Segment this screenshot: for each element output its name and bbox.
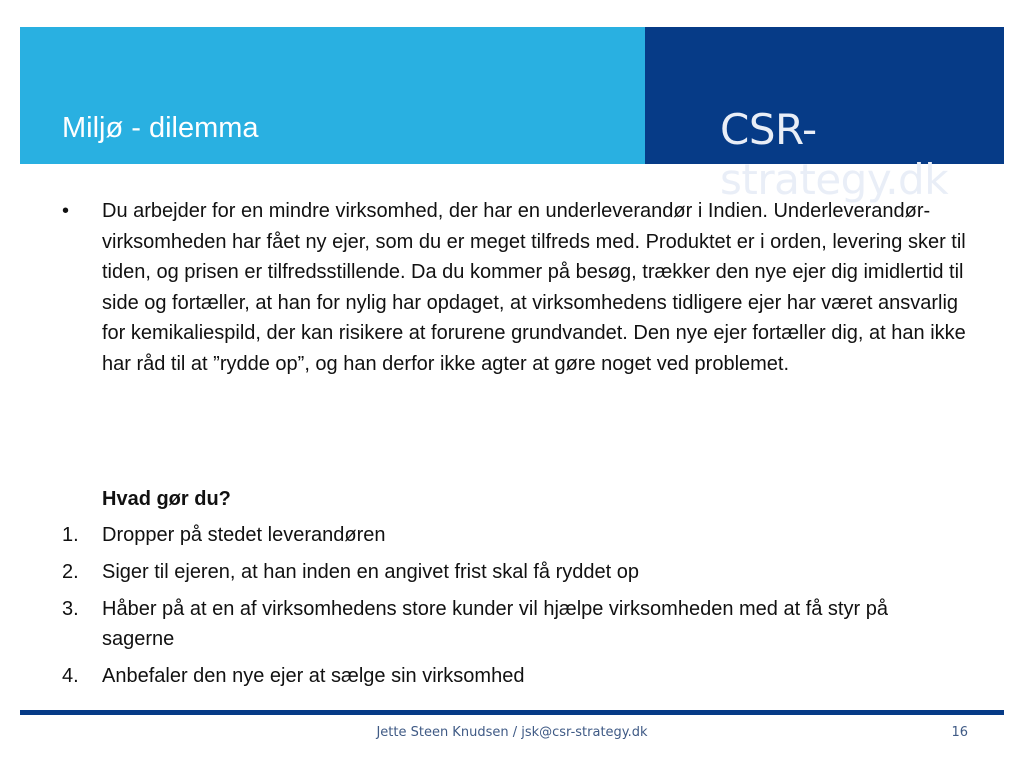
option-text: Dropper på stedet leverandøren bbox=[102, 524, 386, 546]
question-heading: Hvad gør du? bbox=[102, 488, 231, 510]
dilemma-paragraph: Du arbejder for en mindre virksomhed, der har en underleverandør i Indien. Underleverandør-virksomheden har fået ny ejer, som du er meget tilfreds med. Produktet er i orden, levering sker til tiden, og prisen er tilfredsstillende. Da du kommer på besøg, trækker den nye ejer dig imidlertid til side og fortæller, at han for nylig har opdaget, at virksomhedens tidligere ejer har været ansvarlig for kemikaliespild, der kan risikere at forurene grundvandet. Den nye ejer fortæller dig, at han ikke har råd til at ”rydde op”, og han derfor ikke agter at gøre noget ved problemet. bbox=[102, 200, 966, 375]
option-number: 4. bbox=[62, 665, 79, 687]
slide-title: Miljø - dilemma bbox=[62, 112, 259, 144]
option-number: 3. bbox=[62, 598, 79, 620]
csr-strategy-logo: CSR-strategy.dk bbox=[720, 105, 949, 204]
footer-divider bbox=[20, 710, 1004, 715]
option-text: Siger til ejeren, at han inden en angivet frist skal få ryddet op bbox=[102, 561, 639, 583]
option-text: Anbefaler den nye ejer at sælge sin virksomhed bbox=[102, 665, 525, 687]
page-number: 16 bbox=[951, 725, 968, 740]
bullet-icon: • bbox=[62, 200, 70, 222]
option-number: 2. bbox=[62, 561, 79, 583]
option-number: 1. bbox=[62, 524, 79, 546]
option-text: Håber på at en af virksomhedens store kunder vil hjælpe virksomheden med at få styr på sagerne bbox=[102, 598, 888, 650]
footer-author: Jette Steen Knudsen / jsk@csr-strategy.dk bbox=[376, 725, 648, 740]
